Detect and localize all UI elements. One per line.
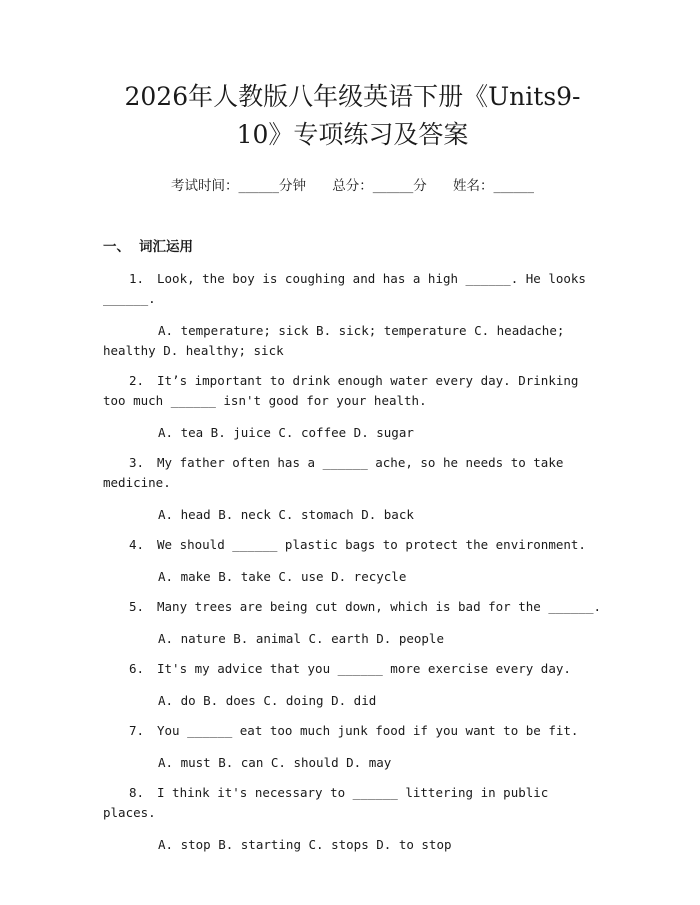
question-item [103,783,602,855]
question-item [103,659,602,711]
question-item [103,535,602,587]
exam-score: 总分：______分 [332,178,427,194]
question-stem [103,453,602,493]
question-stem [103,371,602,411]
question-text: We should ______ plastic bags to protect the environment. [157,537,586,552]
question-number: 1. [129,271,145,286]
question-options: A. head B. neck C. stomach D. back [158,507,414,522]
question-number: 2. [129,373,145,388]
section-number: 一、 [103,239,130,255]
question-stem [103,783,602,823]
question-text: I think it's necessary to ______ littering in public places. [103,785,549,820]
question-number: 3. [129,455,145,470]
section-title: 词汇运用 [139,239,193,255]
question-text: Many trees are being cut down, which is bad for the ______. [157,599,602,614]
exam-time: 考试时间：______分钟 [170,178,306,194]
question-options: A. nature B. animal C. earth D. people [158,631,444,646]
question-number: 8. [129,785,145,800]
question-options: A. do B. does C. doing D. did [158,693,377,708]
question-number: 5. [129,599,145,614]
question-stem [103,269,602,309]
title-line-2: 10》专项练习及答案 [236,120,469,149]
section-heading [103,235,602,259]
question-list [103,269,602,855]
question-number: 4. [129,537,145,552]
question-stem [103,659,602,679]
question-item [103,269,602,361]
title-line-1: 2026年人教版八年级英语下册《Units9- [124,82,581,111]
question-text: My father often has a ______ ache, so he needs to take medicine. [103,455,564,490]
question-number: 6. [129,661,145,676]
question-item [103,721,602,773]
question-item [103,597,602,649]
question-stem [103,597,602,617]
question-options: A. must B. can C. should D. may [158,755,392,770]
question-item [103,453,602,525]
question-text: You ______ eat too much junk food if you want to be fit. [157,723,579,738]
document-title [103,0,602,154]
question-options: A. make B. take C. use D. recycle [158,569,407,584]
question-options: A. tea B. juice C. coffee D. sugar [158,425,414,440]
exam-meta [103,174,602,198]
question-text: It's my advice that you ______ more exercise every day. [157,661,571,676]
question-text: Look, the boy is coughing and has a high ______. He looks ______. [103,271,586,306]
question-stem [103,535,602,555]
student-name: 姓名：______ [453,178,535,194]
question-item [103,371,602,443]
question-stem [103,721,602,741]
question-text: It’s important to drink enough water every day. Drinking too much ______ isn't good for your health. [103,373,579,408]
question-number: 7. [129,723,145,738]
question-options: A. temperature; sick B. sick; temperature C. headache; healthy D. healthy; sick [103,323,565,358]
question-options: A. stop B. starting C. stops D. to stop [158,837,452,852]
